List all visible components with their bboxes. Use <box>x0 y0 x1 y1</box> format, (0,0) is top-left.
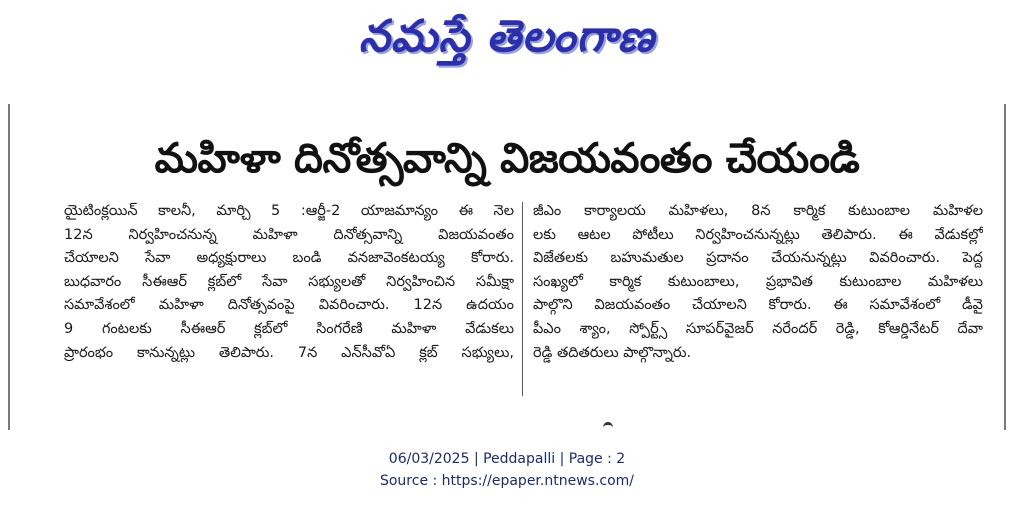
column-2-line: విజేతలకు బహుమతుల ప్రదానం చేయనున్నట్లు వివరించారు. పెద్ద <box>533 250 983 267</box>
article-column-2 <box>533 200 983 396</box>
column-2-line: సంఖ్యలో కార్మిక కుటుంబాలు, ప్రభావిత కుటుంబాల మహిళలు <box>533 273 983 290</box>
masthead-logo: నమస్తే తెలంగాణ <box>358 11 656 62</box>
column-2-line: రెడ్డి తదితరులు పాల్గొన్నారు. <box>533 344 692 361</box>
column-2-line: పాల్గొని విజయవంతం చేయాలని కోరారు. ఈ సమావేశంలో డీవై <box>533 297 983 314</box>
column-2-line: జీఎం కార్యాలయ మహిళలు, 8న కార్మిక కుటుంబాల మహిళల <box>533 203 983 219</box>
column-1-line: చేయాలని సేవా అధ్యక్షురాలు బండి వనజావెంకటయ్య కోరారు. <box>64 250 514 267</box>
column-1-line: సమావేశంలో మహిళా దినోత్సవంపై వివరించారు. 12న ఉదయం <box>64 297 514 314</box>
article-clipping <box>8 104 1006 430</box>
clipping-right-border <box>1004 104 1006 430</box>
page-footer <box>0 448 1014 492</box>
column-2-line: లకు ఆటల పోటీలు నిర్వహించనున్నట్లు తెలిపారు. ఈ వేడుకల్లో <box>533 226 983 243</box>
column-2-line: పీఎం శ్యాం, స్పోర్ట్స్ సూపర్‌వైజర్ నరేందర్ రెడ్డి, కోఆర్డినేటర్ దేవా <box>533 320 983 337</box>
column-1-line: 9 గంటలకు సీఈఆర్ క్లబ్‌లో సింగరేణి మహిళా వేడుకలు <box>64 320 514 337</box>
column-divider <box>522 202 523 396</box>
clipping-left-border <box>8 104 10 430</box>
column-1-line: 12న నిర్వహించనున్న మహిళా దినోత్సవాన్ని విజయవంతం <box>64 226 514 243</box>
footer-source: Source : https://epaper.ntnews.com/ <box>379 473 635 489</box>
column-1-line: ప్రారంభం కానున్నట్లు తెలిపారు. 7న ఎన్‌సీవోఏ క్లబ్ సభ్యులు, <box>64 344 514 361</box>
newspaper-masthead <box>0 4 1014 74</box>
article-column-1 <box>64 200 514 396</box>
column-1-line: యైటింక్లయిన్ కాలనీ, మార్చి 5 :ఆర్జీ-2 యాజమాన్యం ఈ నెల <box>64 203 514 219</box>
column-1-line: బుధవారం సీఈఆర్ క్లబ్‌లో సేవా సభ్యులతో నిర్వహించిన సమీక్షా <box>64 273 514 290</box>
article-headline: మహిళా దినోత్సవాన్ని విజయవంతం చేయండి <box>154 134 860 182</box>
footer-dateline: 06/03/2025 | Peddapalli | Page : 2 <box>388 451 626 467</box>
next-article-fragment <box>603 422 613 433</box>
